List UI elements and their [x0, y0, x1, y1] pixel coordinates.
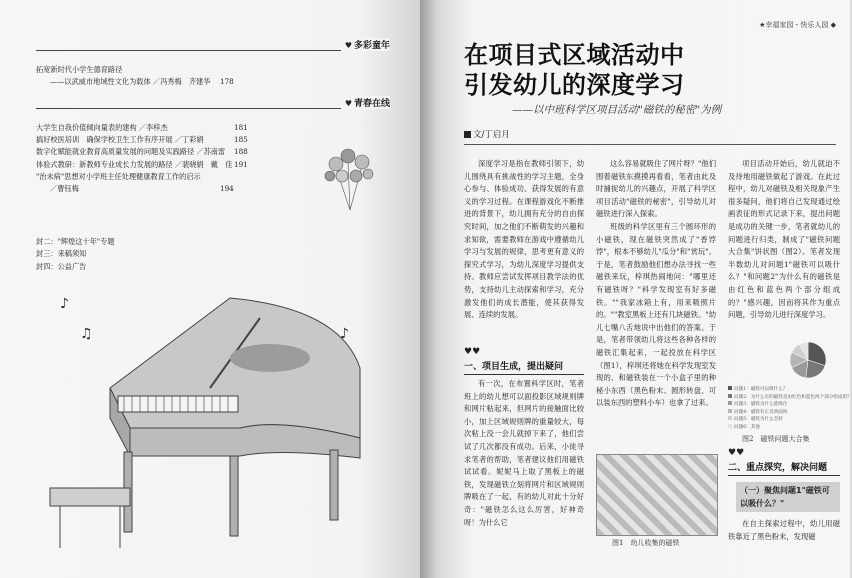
svg-text:♫: ♫ [80, 326, 93, 342]
article-title: 在项目式区域活动中 引发幼儿的深度学习 [464, 41, 685, 99]
cover-list [36, 236, 115, 273]
legend-entry [728, 424, 840, 432]
divider [464, 144, 836, 145]
legend-entry [728, 401, 840, 409]
toc-entry[interactable]: 搞好校医培训 确保学校卫生工作有序开展 ／丁彩娟 185 [36, 135, 248, 145]
legend-swatch [728, 386, 732, 390]
legend-label: 问题4：磁铁有正反两面吗 [734, 409, 788, 415]
hearts-icon: ♥♥ [464, 347, 481, 357]
author-line: 文/丁启月 [464, 128, 510, 140]
body-column-1: 深度学习是指在教师引领下，幼儿围绕具有挑战性的学习主题，全身心参与、体验成功、获得发展的有意义的学习过程。在课程游戏化不断推进的背景下，幼儿拥有充分的自由探究时间，加之他们不断萌发的兴趣和求知欲，需要教师在游戏中遵循幼儿学习与发展的规律，思考更有意义的探究式学习，为幼儿深度学习提供支持。教师应尝试发挥项目教学法的优势，支持幼儿主动探索和学习，充分激发他们的成长潜能，使其获得发展、连续的发展。 [464, 159, 584, 320]
section-title: 青春在线 [353, 99, 390, 109]
heart-icon: ♥ [344, 41, 352, 50]
toc-group-1 [36, 64, 250, 88]
legend-label: 问题3：磁铁为什么能吸住 [734, 402, 788, 408]
heart-icon: ♥ [344, 99, 352, 108]
legend-entry [728, 386, 840, 394]
body-column-1-cont: 有一次，在布置科学区时，笔者班上的幼儿想可以面投影区域规则牌和网片粘起来，但网片的接触面比较小，加上区域规则牌的重量较大，每次粘上没一会儿就掉下来了，他们尝试了几次都没有成功。后来，小徒寻求笔者的帮助，笔者建议他们用磁铁试试看。妮妮马上取了黑板上的磁铁，发现磁铁立刻将网片和区域规则牌吸在了一起，有的幼儿对此十分好奇："磁铁怎么这么厉害，好神奇呀！为什么它 [464, 379, 584, 527]
legend-swatch [728, 401, 732, 405]
svg-text:♪: ♪ [60, 296, 69, 312]
section-heading-1: 一、项目生成，提出疑问 [464, 359, 584, 372]
toc-entry[interactable]: 数字化赋能就业教育高质量发展的问题及实践路径 ／苏南雷 188 [36, 147, 248, 157]
legend-label: 问题6：其他 [734, 424, 760, 430]
figure-1-caption: 图1 幼儿收集的磁铁 [612, 539, 680, 547]
legend-swatch [728, 424, 732, 428]
toc-entry[interactable]: ——以武威市地域性文化为载体 ／冯秀梅 齐建华 178 [50, 77, 234, 87]
cover-item: 封三：来稿须知 [36, 249, 87, 259]
running-header: ★幸福家园・快乐人园 ◆ [759, 21, 836, 29]
toc-entry[interactable]: 拓宽新时代小学生德育路径 [36, 65, 123, 74]
body-column-3: 项目活动开始后，幼儿就迫不及待地用磁铁做起了游戏。在此过程中，幼儿对磁铁及相关现象产生很多疑问，他们将自己发现通过绘画表征的形式记录下来，提出问题是成功的关键一步，笔者就幼儿的问题进行归类，制成了"磁铁问题大合集"饼状图（图2）。笔者发现半数幼儿对问题1"磁铁可以吸什么？"和问题2"为什么有的磁铁是由红色和蓝色两个部分组成的？"感兴趣，因而将其作为重点问题，引导幼儿进行深度学习。 [728, 159, 840, 320]
balloons-illustration [320, 140, 380, 220]
toc-entry[interactable]: 大学生自我价值倾向量表的建构 ／李梓杰 181 [36, 123, 248, 132]
left-page [0, 0, 420, 578]
section-header-colorful-childhood [36, 40, 390, 51]
toc-entry[interactable]: ／曹钰梅 194 [50, 184, 234, 194]
pie-legend [728, 386, 852, 432]
svg-text:♪: ♪ [340, 326, 349, 342]
hearts-icon: ♥♥ [728, 448, 745, 458]
right-page [420, 0, 850, 578]
figure-1-photo [596, 454, 718, 536]
section-title: 多彩童年 [353, 41, 390, 51]
cover-item: 封四：公益广告 [36, 261, 87, 271]
body-column-3-cont: 在自主探索过程中，幼儿用磁铁靠近了黑色粉末，发现磁 [728, 519, 840, 541]
grand-piano-illustration [40, 278, 400, 568]
legend-entry [728, 409, 840, 417]
article-subtitle: ——以中班科学区项目活动"磁铁的秘密"为例 [512, 104, 722, 116]
section-header-youth-online [36, 98, 390, 109]
toc-group-2 [36, 122, 250, 195]
cover-item: 封二："辉煌这十年"专题 [36, 237, 115, 246]
legend-swatch [728, 416, 732, 420]
legend-swatch [728, 409, 732, 413]
legend-swatch [728, 394, 732, 398]
legend-label: 问题1：磁铁可以吸什么？ [734, 387, 788, 392]
toc-entry[interactable]: "治未病"思想对小学班主任处理健康教育工作的启示 [36, 171, 201, 181]
legend-entry [728, 416, 840, 424]
section-heading-2: 二、重点探究，解决问题 [728, 460, 840, 473]
figure-2-caption: 图2 磁铁问题大合集 [742, 435, 810, 443]
question-box: （一）聚焦问题1"磁铁可以吸什么？" [736, 482, 840, 512]
square-icon [464, 131, 471, 138]
legend-entry [728, 394, 852, 402]
legend-label: 问题2：为什么有的磁铁是由红色和蓝色两个部分组成的？ [734, 394, 852, 400]
body-column-2: 这么容易就吸住了网片呀？"他们围着磁铁东摸摸再看看，笔者由此及时捕捉幼儿的兴趣点，开展了科学区项目活动"磁铁的秘密"，引导幼儿对磁铁进行深入探索。 班级的科学区里有三个圆环形的小磁铁，现在磁铁突然成了"香饽饽"，根本不够幼儿"瓜分"和"赏玩"。于是，笔者鼓励他们想办法寻找一些磁铁来玩，梓琪热闹地问："哪里还有磁铁呀？"科学发现室有好多磁铁。""我家冰箱上有，用来吸照片的。""教室黑板上还有几块磁铁。"幼儿七嘴八舌地说中出他们的答案。于是，笔者带领幼儿将这些各种各样的磁铁汇集起来，一起投放在科学区（图1），梓琪还将她在科学发现室发现的、和磁铁装在一个小盒子里的种秘小东西（黑色粉末、圆形转盘、可以装东西的塑料小车）也拿了过来。 [596, 159, 716, 408]
legend-label: 问题5：磁铁为什么会转 [734, 417, 783, 423]
toc-entry[interactable]: 体验式教研：新教师专业成长力发展的路径 ／裴晓娟 戴 佳 191 [36, 159, 248, 169]
